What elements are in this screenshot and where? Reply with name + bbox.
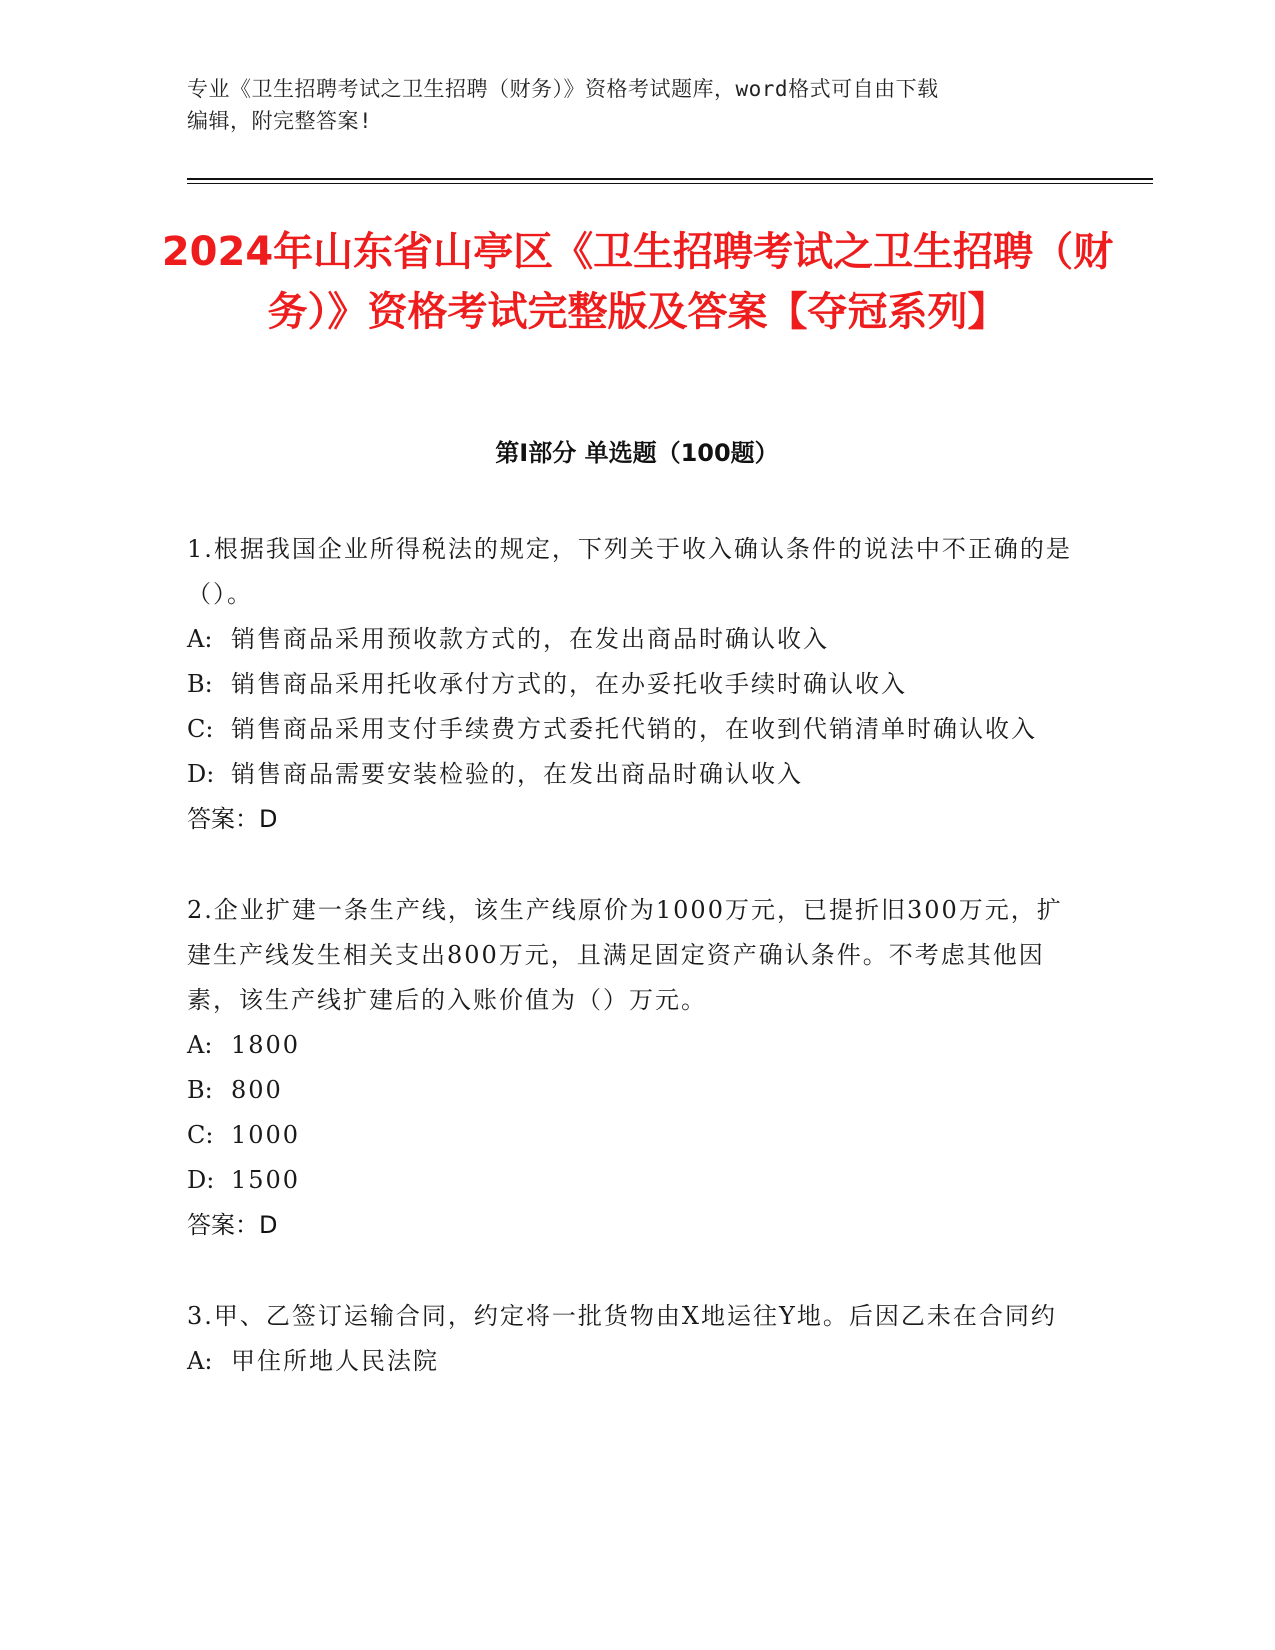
- question-stem: 3.甲、乙签订运输合同，约定将一批货物由X地运往Y地。后因乙未在合同约: [187, 1302, 1057, 1330]
- question-stem: 2.企业扩建一条生产线，该生产线原价为1000万元，已提折旧300万元，扩建生产线发生相关支出800万元，且满足固定资产确认条件。不考虑其他因素，该生产线扩建后的入账价值为（）万元。: [187, 896, 1063, 1014]
- option-text: 销售商品采用预收款方式的，在发出商品时确认收入: [231, 625, 829, 653]
- option-text: 销售商品需要安装检验的，在发出商品时确认收入: [231, 760, 803, 788]
- option-text: 销售商品采用托收承付方式的，在办妥托收手续时确认收入: [231, 670, 907, 698]
- question-option-c: [187, 707, 1087, 752]
- option-text: 1500: [231, 1166, 301, 1194]
- header-note-line-1: 专业《卫生招聘考试之卫生招聘（财务）》资格考试题库，word格式可自由下载: [187, 77, 939, 101]
- option-text: 1800: [231, 1031, 301, 1059]
- question-3: [187, 1294, 1087, 1384]
- header-rule-thick: [187, 178, 1153, 180]
- option-letter: A:: [187, 1347, 213, 1375]
- question-option-a: [187, 1339, 1087, 1384]
- question-2: [187, 888, 1087, 1248]
- option-letter: A:: [187, 1031, 213, 1059]
- option-letter: D:: [187, 760, 215, 788]
- header-note-line-2: 编辑，附完整答案!: [187, 109, 373, 133]
- header-rule-thin: [187, 183, 1153, 184]
- header-note: [187, 73, 1087, 137]
- option-letter: C:: [187, 715, 214, 743]
- option-text: 800: [231, 1076, 283, 1104]
- option-letter: B:: [187, 1076, 213, 1104]
- question-option-a: [187, 617, 1087, 662]
- option-text: 甲住所地人民法院: [231, 1347, 439, 1375]
- question-answer: 答案：D: [187, 1211, 278, 1239]
- question-option-d: [187, 1158, 1087, 1203]
- option-text: 销售商品采用支付手续费方式委托代销的，在收到代销清单时确认收入: [231, 715, 1037, 743]
- option-letter: D:: [187, 1166, 215, 1194]
- option-letter: C:: [187, 1121, 214, 1149]
- question-list: [187, 527, 1087, 1430]
- option-letter: B:: [187, 670, 213, 698]
- question-1: [187, 527, 1087, 842]
- question-option-d: [187, 752, 1087, 797]
- question-option-b: [187, 1068, 1087, 1113]
- section-title: 第I部分 单选题（100题）: [495, 439, 779, 467]
- document-title: 2024年山东省山亭区《卫生招聘考试之卫生招聘（财务）》资格考试完整版及答案【夺冠系列】: [161, 229, 1114, 335]
- option-letter: A:: [187, 625, 213, 653]
- question-answer: 答案：D: [187, 805, 278, 833]
- option-text: 1000: [231, 1121, 301, 1149]
- question-option-a: [187, 1023, 1087, 1068]
- question-option-c: [187, 1113, 1087, 1158]
- question-stem: 1.根据我国企业所得税法的规定，下列关于收入确认条件的说法中不正确的是（）。: [187, 535, 1072, 608]
- question-option-b: [187, 662, 1087, 707]
